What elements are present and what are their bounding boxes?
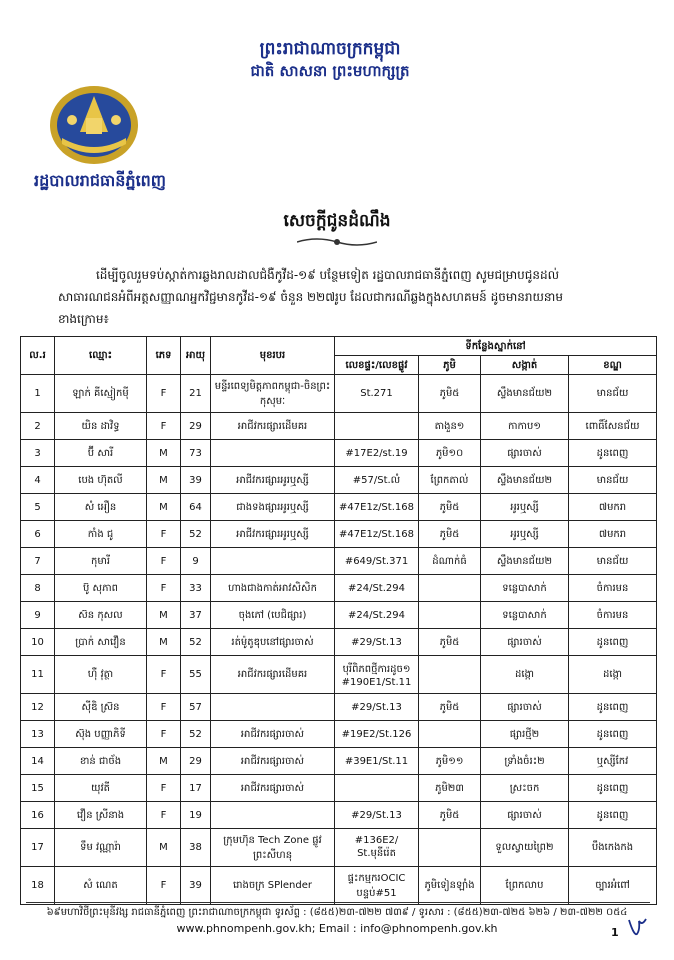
table-row <box>21 375 657 413</box>
cell-sex: M <box>147 467 181 494</box>
cell-age: 52 <box>181 521 211 548</box>
cell-no: 7 <box>21 548 55 575</box>
cell-name: ខាន់ ជាច័ង <box>55 748 147 775</box>
cell-age: 52 <box>181 629 211 656</box>
cell-no: 11 <box>21 656 55 694</box>
header-house: លេខផ្ទះ/លេខផ្លូវ <box>335 356 419 375</box>
cell-commune: អូរឬស្សី <box>481 521 569 548</box>
cell-age: 17 <box>181 775 211 802</box>
cell-age: 29 <box>181 748 211 775</box>
cell-district: ដូនពេញ <box>569 694 657 721</box>
footer-divider <box>26 902 650 903</box>
initial-mark-icon <box>626 916 648 938</box>
cell-commune: ទន្លេបាសាក់ <box>481 602 569 629</box>
cell-sex: F <box>147 867 181 905</box>
cell-commune: កាកាប១ <box>481 413 569 440</box>
cell-sex: M <box>147 748 181 775</box>
cell-work: រត់ម៉ូតូឌុបនៅផ្សារចាស់ <box>211 629 335 656</box>
cell-village: ភូមិ៥ <box>419 629 481 656</box>
cell-no: 18 <box>21 867 55 905</box>
cell-no: 1 <box>21 375 55 413</box>
table-row <box>21 656 657 694</box>
cell-age: 55 <box>181 656 211 694</box>
cell-village <box>419 602 481 629</box>
cell-house: #29/St.13 <box>335 802 419 829</box>
cell-commune: ទន្លេបាសាក់ <box>481 575 569 602</box>
cell-work: អាជីវករផ្សារដើមគរ <box>211 413 335 440</box>
organization-name: រដ្ឋបាលរាជធានីភ្នំពេញ <box>34 171 167 190</box>
cell-sex: F <box>147 775 181 802</box>
cell-house: #24/St.294 <box>335 602 419 629</box>
intro-paragraph <box>58 264 640 330</box>
cell-name: បេង ហ៊ុតលី <box>55 467 147 494</box>
cell-name: សំ ណេត <box>55 867 147 905</box>
cell-sex: F <box>147 721 181 748</box>
cell-work: អាជីវករផ្សារចាស់ <box>211 748 335 775</box>
cell-name: ប៊ូ សុភាព <box>55 575 147 602</box>
footer-contact: www.phnompenh.gov.kh; Email : info@phnompenh.gov.kh <box>176 922 498 935</box>
cell-age: 9 <box>181 548 211 575</box>
document-title: សេចក្តីជូនដំណឹង <box>283 211 391 231</box>
cell-no: 8 <box>21 575 55 602</box>
cell-village <box>419 829 481 867</box>
cell-village: ភូមិ៥ <box>419 375 481 413</box>
cell-age: 33 <box>181 575 211 602</box>
cell-sex: F <box>147 802 181 829</box>
intro-line-3: ខាងក្រោម៖ <box>58 312 109 326</box>
cell-district: ៧មករា <box>569 494 657 521</box>
cell-district: ដង្កោ <box>569 656 657 694</box>
cell-house: #19E2/St.126 <box>335 721 419 748</box>
cell-village: ភូមិ១០ <box>419 440 481 467</box>
table-row <box>21 602 657 629</box>
cell-no: 9 <box>21 602 55 629</box>
cell-village <box>419 575 481 602</box>
cell-district: បឹងកេងកង <box>569 829 657 867</box>
cell-age: 29 <box>181 413 211 440</box>
cell-house: #29/St.13 <box>335 629 419 656</box>
cell-name: សំ អឿន <box>55 494 147 521</box>
cell-name: ស៊ុង បញ្ញាភិទី <box>55 721 147 748</box>
cell-house: #649/St.371 <box>335 548 419 575</box>
city-seal-icon <box>48 84 140 166</box>
cell-village: ភូមិទៀនឡាំង <box>419 867 481 905</box>
table-row <box>21 521 657 548</box>
intro-line-1: ដើម្បីចូលរួមទប់ស្កាត់ការឆ្លងរាលដាលជំងឺកូវីដ-១៩ បន្ថែមទៀត រដ្ឋបាលរាជធានីភ្នំពេញ សូមជម្រាបជូនដល់ <box>96 268 560 282</box>
cell-name: ហ៊ឺ វុត្ថា <box>55 656 147 694</box>
cell-work <box>211 548 335 575</box>
table-row <box>21 494 657 521</box>
cell-no: 10 <box>21 629 55 656</box>
cell-sex: F <box>147 656 181 694</box>
cell-name: យិន ដាវិទ្ធ <box>55 413 147 440</box>
cell-house: #39E1/St.11 <box>335 748 419 775</box>
cell-work <box>211 694 335 721</box>
cell-work: អាជីវករផ្សារអូរឬស្សី <box>211 467 335 494</box>
cell-no: 13 <box>21 721 55 748</box>
national-motto: ជាតិ សាសនា ព្រះមហាក្សត្រ <box>250 62 410 80</box>
cell-commune: ស្ទឹងមានជ័យ២ <box>481 375 569 413</box>
table-row <box>21 802 657 829</box>
cell-name: កាំង ជូ <box>55 521 147 548</box>
header-sex: ភេទ <box>147 337 181 375</box>
cell-work: ចុងភៅ (បេជិផ្សារ) <box>211 602 335 629</box>
cell-district: ច្បារអំពៅ <box>569 867 657 905</box>
cell-village: ភូមិ២៣ <box>419 775 481 802</box>
page-number: 1 <box>611 926 619 939</box>
cell-house: #57/St.លំ <box>335 467 419 494</box>
cases-table <box>20 336 657 905</box>
cell-house <box>335 775 419 802</box>
cell-no: 4 <box>21 467 55 494</box>
header-no: ល.រ <box>21 337 55 375</box>
cell-sex: F <box>147 413 181 440</box>
cell-age: 38 <box>181 829 211 867</box>
kingdom-title: ព្រះរាជាណាចក្រកម្ពុជា <box>259 39 401 59</box>
cell-no: 15 <box>21 775 55 802</box>
cell-age: 64 <box>181 494 211 521</box>
table-row <box>21 829 657 867</box>
cell-commune: ផ្សារចាស់ <box>481 629 569 656</box>
cell-work: អាជីវករផ្សារចាស់ <box>211 775 335 802</box>
cell-name: ស៊ន កុសល <box>55 602 147 629</box>
cell-work: អាជីវករផ្សារដើមគរ <box>211 656 335 694</box>
cell-work: អាជីវករផ្សារចាស់ <box>211 721 335 748</box>
cell-district: ពោធិ៍សែនជ័យ <box>569 413 657 440</box>
cell-no: 2 <box>21 413 55 440</box>
cell-sex: M <box>147 440 181 467</box>
cell-age: 39 <box>181 467 211 494</box>
ornament-icon <box>297 236 377 248</box>
cell-sex: M <box>147 602 181 629</box>
cell-name: ប៊ី សារី <box>55 440 147 467</box>
cell-house: #136E2/ St.មុនីរ៉េត <box>335 829 419 867</box>
cell-district: ដូនពេញ <box>569 721 657 748</box>
cell-house: #17E2/st.19 <box>335 440 419 467</box>
cell-work: មន្ទីរពេទ្យមិត្តភាពកម្ពុជា-ចិនព្រះកុសុមៈ <box>211 375 335 413</box>
cell-village: តាងួន១ <box>419 413 481 440</box>
table-row <box>21 548 657 575</box>
cell-commune: ផ្សារចាស់ <box>481 440 569 467</box>
cell-sex: F <box>147 548 181 575</box>
cell-work <box>211 440 335 467</box>
cell-no: 5 <box>21 494 55 521</box>
cell-sex: M <box>147 629 181 656</box>
cell-commune: ទ្រាំងចំរះ២ <box>481 748 569 775</box>
cell-house: #47E1z/St.168 <box>335 494 419 521</box>
cell-district: ដូនពេញ <box>569 629 657 656</box>
table-row <box>21 629 657 656</box>
cell-age: 39 <box>181 867 211 905</box>
cell-district: មានជ័យ <box>569 375 657 413</box>
cell-village <box>419 656 481 694</box>
cell-no: 16 <box>21 802 55 829</box>
cell-village: ដំណាក់ធំ <box>419 548 481 575</box>
cell-sex: F <box>147 521 181 548</box>
cell-house: #29/St.13 <box>335 694 419 721</box>
cell-no: 17 <box>21 829 55 867</box>
header-village: ភូមិ <box>419 356 481 375</box>
cell-village: ភូមិ៥ <box>419 802 481 829</box>
cell-no: 3 <box>21 440 55 467</box>
cell-district: ឬស្សីកែវ <box>569 748 657 775</box>
cell-sex: M <box>147 494 181 521</box>
cell-name: ប្រាក់ សាវឿន <box>55 629 147 656</box>
cell-commune: ស្ទឹងមានជ័យ២ <box>481 467 569 494</box>
cell-house: ផ្ទះកម្មករOCIC បន្ទប់#51 <box>335 867 419 905</box>
cell-village <box>419 721 481 748</box>
cell-district: ដូនពេញ <box>569 440 657 467</box>
cell-village: ភូមិ៥ <box>419 521 481 548</box>
header-name: ឈ្មោះ <box>55 337 147 375</box>
cell-no: 12 <box>21 694 55 721</box>
cell-work: អាជីវករផ្សារអូរឬស្សី <box>211 521 335 548</box>
table-row <box>21 721 657 748</box>
table-row <box>21 575 657 602</box>
cell-village: ភូមិ៥ <box>419 694 481 721</box>
cell-age: 52 <box>181 721 211 748</box>
cell-district: ដូនពេញ <box>569 802 657 829</box>
cell-name: កុមារី <box>55 548 147 575</box>
cell-age: 19 <box>181 802 211 829</box>
footer-address: ៦៩មហាវិថីព្រះមុនីវង្ស រាជធានីភ្នំពេញ ព្រះរាជាណាចក្រកម្ពុជា ទូរស័ព្ទ : (៨៥៥)២៣-៧២២ ៧៣៩ / ទូរសារ : (៨៥៥)២៣-៧២៥ ៦២៦ / ២៣-៧២២ ០៥៤ <box>46 907 628 918</box>
cell-sex: M <box>147 829 181 867</box>
cell-village: ភូមិ១១ <box>419 748 481 775</box>
cell-district: មានជ័យ <box>569 467 657 494</box>
cell-commune: ស្ទឹងមានជ័យ២ <box>481 548 569 575</box>
cell-commune: ព្រែកលាប <box>481 867 569 905</box>
cell-house: #47E1z/St.168 <box>335 521 419 548</box>
cell-district: ចំការមន <box>569 602 657 629</box>
cell-district: ៧មករា <box>569 521 657 548</box>
cell-village: ភូមិ៥ <box>419 494 481 521</box>
cell-village: ព្រែកតាល់ <box>419 467 481 494</box>
header-commune: សង្កាត់ <box>481 356 569 375</box>
cell-work: ក្រុមហ៊ុន Tech Zone ផ្លូវព្រះសីហនុ <box>211 829 335 867</box>
cell-age: 21 <box>181 375 211 413</box>
table-row <box>21 467 657 494</box>
cell-district: ដូនពេញ <box>569 775 657 802</box>
cell-house <box>335 413 419 440</box>
cell-age: 57 <box>181 694 211 721</box>
header-district: ខណ្ឌ <box>569 356 657 375</box>
cell-name: យុវតី <box>55 775 147 802</box>
cell-commune: ផ្សារថ្មី២ <box>481 721 569 748</box>
table-row <box>21 440 657 467</box>
cell-district: ចំការមន <box>569 575 657 602</box>
cell-commune: ទួលស្វាយព្រៃ២ <box>481 829 569 867</box>
table-row <box>21 694 657 721</box>
cell-work <box>211 802 335 829</box>
cell-name: ទឹម វណ្ណារ៉ា <box>55 829 147 867</box>
cell-no: 6 <box>21 521 55 548</box>
header-work: មុខរបរ <box>211 337 335 375</box>
cell-name: ស៊ីឌិ ស្រ៊ន <box>55 694 147 721</box>
cell-commune: ស្រះចក <box>481 775 569 802</box>
cell-commune: ដង្កោ <box>481 656 569 694</box>
cell-work: រោងចក្រ SPlender <box>211 867 335 905</box>
intro-line-2: សាធារណជនអំពីអត្តសញ្ញាណអ្នកវិជ្ជមានកូវីដ-១៩ ចំនួន ២២៧រូប ដែលជាករណីឆ្លងក្នុងសហគមន៍ ដូចមានរាយនាម <box>58 290 563 304</box>
cell-house: #24/St.294 <box>335 575 419 602</box>
header-residence: ទីកន្លែងស្នាក់នៅ <box>335 337 657 356</box>
table-row <box>21 413 657 440</box>
cell-no: 14 <box>21 748 55 775</box>
cell-work: ជាងទងផ្សារអូរឬស្សី <box>211 494 335 521</box>
cell-commune: អូរឬស្សី <box>481 494 569 521</box>
table-row <box>21 748 657 775</box>
cell-house: បុរីពិភពថ្មីការដូច១ #190E1/St.11 <box>335 656 419 694</box>
cell-work: ហាងជាងកាត់អាវសិសិក <box>211 575 335 602</box>
cell-commune: ផ្សារចាស់ <box>481 694 569 721</box>
cell-age: 73 <box>181 440 211 467</box>
header-age: អាយុ <box>181 337 211 375</box>
table-row <box>21 775 657 802</box>
table-row <box>21 867 657 905</box>
cell-sex: F <box>147 694 181 721</box>
cell-sex: F <box>147 375 181 413</box>
cell-name: ឡាក់ គីស្មៀកមុី <box>55 375 147 413</box>
cell-house: St.271 <box>335 375 419 413</box>
cell-age: 37 <box>181 602 211 629</box>
cell-name: វឿន ស្រីនាង <box>55 802 147 829</box>
cell-sex: F <box>147 575 181 602</box>
cell-district: មានជ័យ <box>569 548 657 575</box>
cell-commune: ផ្សារចាស់ <box>481 802 569 829</box>
